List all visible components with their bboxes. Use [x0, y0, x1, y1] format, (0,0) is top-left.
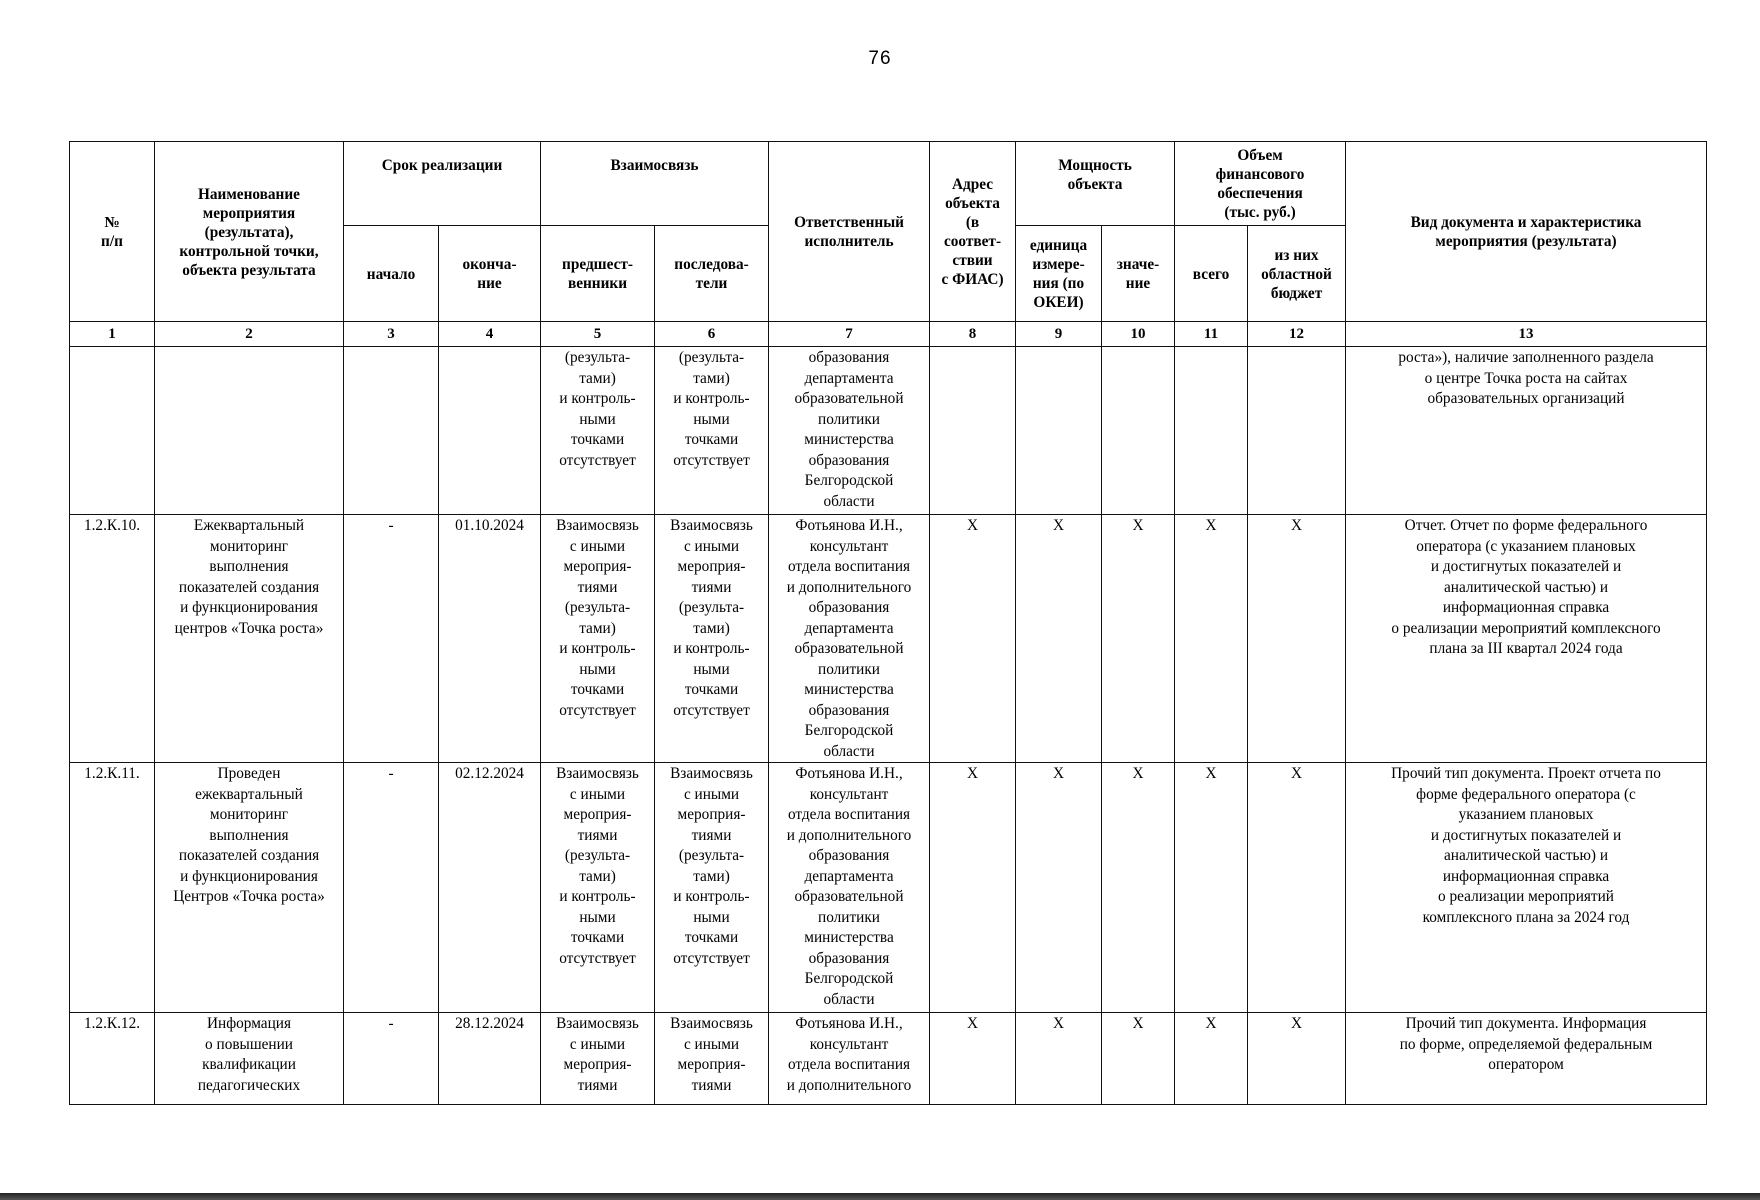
text-line: центров «Точка роста»: [174, 619, 324, 637]
text-line: тами): [693, 867, 730, 885]
text-line: роста»), наличие заполненного раздела: [1398, 349, 1654, 366]
text-line: Центров «Точка роста»: [173, 888, 325, 905]
cell-prev: [541, 1013, 655, 1105]
text-line: точками: [684, 929, 739, 946]
text-line: точками: [684, 431, 739, 448]
text-line: Взаимосвязь: [670, 517, 753, 534]
text-line: обеспечения: [1217, 185, 1303, 202]
text-line: области: [823, 742, 875, 760]
text-line: по форме, определяемой федеральным: [1399, 1035, 1653, 1053]
cell-regional: X: [1248, 515, 1346, 763]
cell-num: 1.2.К.12.: [70, 1013, 155, 1105]
text-line: отсутствует: [673, 451, 750, 469]
cell-next: [655, 763, 769, 1013]
column-number: 12: [1248, 322, 1346, 347]
table-row: [70, 763, 1707, 1013]
text-line: Взаимосвязь: [556, 765, 639, 782]
text-line: образовательной: [794, 640, 904, 657]
text-line: ния (по: [1032, 275, 1085, 292]
header-finance: [1175, 142, 1346, 226]
cell-start: [344, 347, 439, 515]
text-line: тиями: [691, 578, 732, 596]
text-line: объекта: [945, 195, 1000, 212]
text-line: Взаимосвязь: [556, 517, 639, 534]
text-line: информационная справка: [1442, 867, 1610, 885]
text-line: Прочий тип документа. Информация: [1405, 1015, 1647, 1032]
text-line: образования: [808, 701, 890, 719]
text-line: департамента: [804, 619, 894, 637]
text-line: педагогических: [197, 1076, 301, 1094]
text-line: отсутствует: [559, 451, 636, 469]
header-relation: Взаимосвязь: [541, 142, 769, 226]
cell-name: [155, 347, 344, 515]
text-line: с иными: [683, 785, 740, 803]
text-line: образования: [808, 451, 890, 469]
cell-num: 1.2.К.10.: [70, 515, 155, 763]
text-line: Ответственный: [794, 214, 904, 231]
text-line: и дополнительного: [786, 578, 912, 596]
text-line: точками: [570, 681, 625, 698]
text-line: и достигнутых показателей и: [1430, 826, 1622, 844]
text-line: тами): [693, 369, 730, 387]
cell-address: X: [930, 515, 1016, 763]
text-line: форме федерального оператора (с: [1416, 785, 1636, 803]
text-line: и контроль-: [559, 390, 636, 407]
text-line: плана за III квартал 2024 года: [1429, 640, 1623, 657]
text-line: Мощность: [1058, 157, 1132, 174]
text-line: мероприятия: [202, 204, 296, 222]
text-line: п/п: [101, 233, 123, 250]
cell-responsible: [769, 1013, 930, 1105]
text-line: областной: [1261, 265, 1332, 283]
cell-regional: [1248, 347, 1346, 515]
cell-description: [1346, 1013, 1707, 1105]
text-line: ными: [693, 410, 730, 428]
column-number: 13: [1346, 322, 1707, 347]
cell-prev: [541, 763, 655, 1013]
cell-address: X: [930, 1013, 1016, 1105]
text-line: единица: [1029, 237, 1088, 254]
activities-table: [69, 141, 1707, 1105]
text-line: объекта: [1067, 176, 1123, 193]
text-line: мероприя-: [677, 1056, 746, 1073]
text-line: тиями: [577, 578, 618, 596]
column-number: 5: [541, 322, 655, 347]
text-line: оператором: [1488, 1056, 1564, 1073]
text-line: консультант: [809, 537, 889, 555]
column-number: 8: [930, 322, 1016, 347]
table-header: [70, 142, 1707, 347]
header-period: Срок реализации: [344, 142, 541, 226]
text-line: (результа-: [678, 349, 745, 366]
text-line: области: [823, 990, 875, 1008]
text-line: (результа-: [678, 599, 745, 616]
header-address: [930, 142, 1016, 322]
cell-unit: X: [1016, 763, 1102, 1013]
cell-responsible: [769, 347, 930, 515]
text-line: соответ-: [943, 233, 1002, 250]
text-line: оконча-: [462, 256, 517, 273]
text-line: бюджет: [1270, 284, 1323, 302]
text-line: Вид документа и характеристика: [1410, 214, 1642, 231]
header-next: [655, 226, 769, 322]
text-line: отсутствует: [673, 701, 750, 719]
text-line: и контроль-: [559, 888, 636, 905]
text-line: образовательной: [794, 390, 904, 407]
cell-num: 1.2.К.11.: [70, 763, 155, 1013]
text-line: и функционирования: [180, 867, 318, 885]
cell-total: [1175, 347, 1248, 515]
text-line: ние: [477, 275, 502, 292]
cell-start: -: [344, 1013, 439, 1105]
text-line: консультант: [809, 1035, 889, 1053]
text-line: Белгородской: [804, 722, 894, 739]
text-line: ными: [579, 908, 616, 926]
text-line: области: [823, 492, 875, 510]
text-line: департамента: [804, 867, 894, 885]
column-number: 7: [769, 322, 930, 347]
text-line: Взаимосвязь: [670, 1015, 753, 1032]
column-number: 2: [155, 322, 344, 347]
cell-num: [70, 347, 155, 515]
cell-prev: [541, 347, 655, 515]
header-capacity: [1016, 142, 1175, 226]
text-line: выполнения: [209, 826, 289, 844]
text-line: аналитической частью) и: [1444, 847, 1609, 864]
cell-value: [1102, 347, 1175, 515]
text-line: с иными: [683, 1035, 740, 1053]
text-line: министерства: [804, 681, 894, 698]
text-line: министерства: [804, 929, 894, 946]
text-line: ОКЕИ): [1033, 294, 1084, 311]
text-line: Фотьянова И.Н.,: [795, 765, 903, 782]
cell-regional: X: [1248, 1013, 1346, 1105]
text-line: Белгородской: [804, 970, 894, 987]
cell-total: X: [1175, 515, 1248, 763]
text-line: отсутствует: [559, 701, 636, 719]
text-line: точками: [570, 431, 625, 448]
text-line: образовательной: [794, 888, 904, 905]
text-line: и функционирования: [180, 599, 318, 616]
text-line: Объем: [1237, 147, 1283, 164]
text-line: Взаимосвязь: [556, 1015, 639, 1032]
text-line: о реализации мероприятий комплексного: [1391, 619, 1661, 637]
text-line: Проведен: [217, 765, 281, 782]
text-line: Прочий тип документа. Проект отчета по: [1391, 765, 1661, 782]
text-line: Белгородской: [804, 472, 894, 489]
text-line: ными: [693, 660, 730, 678]
text-line: значе-: [1116, 256, 1160, 273]
cell-total: X: [1175, 1013, 1248, 1105]
cell-name: [155, 1013, 344, 1105]
header-value: [1102, 226, 1175, 322]
bottom-border-line: [0, 1193, 1760, 1200]
table-row: [70, 515, 1707, 763]
cell-next: [655, 1013, 769, 1105]
text-line: и контроль-: [673, 888, 750, 905]
text-line: квалификации: [202, 1056, 296, 1073]
text-line: (результата),: [204, 223, 294, 241]
text-line: мероприя-: [563, 806, 632, 823]
text-line: мониторинг: [209, 537, 289, 555]
column-number: 11: [1175, 322, 1248, 347]
text-line: (результа-: [678, 847, 745, 864]
text-line: политики: [818, 410, 880, 428]
text-line: консультант: [809, 785, 889, 803]
text-line: с иными: [569, 537, 626, 555]
text-line: (результа-: [564, 349, 631, 366]
text-line: Информация: [207, 1015, 291, 1032]
text-line: ными: [579, 410, 616, 428]
text-line: Наименование: [198, 185, 300, 203]
text-line: ежеквартальный: [195, 785, 303, 803]
text-line: тели: [695, 275, 728, 292]
cell-end: [439, 347, 541, 515]
text-line: тами): [693, 619, 730, 637]
text-line: аналитической частью) и: [1444, 578, 1609, 596]
text-line: контрольной точки,: [179, 242, 319, 260]
text-line: департамента: [804, 369, 894, 387]
cell-value: X: [1102, 763, 1175, 1013]
text-line: образования: [808, 599, 890, 616]
text-line: измере-: [1032, 256, 1085, 273]
text-line: (результа-: [564, 599, 631, 616]
cell-next: [655, 515, 769, 763]
text-line: комплексного плана за 2024 год: [1422, 908, 1630, 926]
cell-start: -: [344, 763, 439, 1013]
cell-unit: X: [1016, 1013, 1102, 1105]
text-line: мероприятия (результата): [1435, 233, 1617, 250]
text-line: и контроль-: [559, 640, 636, 657]
text-line: о центре Точка роста на сайтах: [1424, 369, 1628, 387]
text-line: мониторинг: [209, 806, 289, 823]
header-start: начало: [344, 226, 439, 322]
text-line: отсутствует: [559, 949, 636, 967]
header-num: [70, 142, 155, 322]
cell-value: X: [1102, 515, 1175, 763]
header-responsible: [769, 142, 930, 322]
text-line: выполнения: [209, 558, 289, 575]
table-row: [70, 347, 1707, 515]
text-line: тиями: [691, 1076, 732, 1094]
text-line: отсутствует: [673, 949, 750, 967]
text-line: отдела воспитания: [787, 806, 911, 823]
header-prev: [541, 226, 655, 322]
text-line: объекта результата: [182, 261, 316, 279]
column-number: 3: [344, 322, 439, 347]
header-regional: [1248, 226, 1346, 322]
text-line: ными: [693, 908, 730, 926]
text-line: №: [104, 214, 120, 231]
text-line: Отчет. Отчет по форме федерального: [1404, 517, 1648, 534]
text-line: мероприя-: [677, 558, 746, 575]
cell-description: [1346, 515, 1707, 763]
column-number: 10: [1102, 322, 1175, 347]
cell-total: X: [1175, 763, 1248, 1013]
text-line: из них: [1274, 246, 1319, 264]
header-doc-type: [1346, 142, 1707, 322]
text-line: ние: [1125, 275, 1151, 292]
header-name: [155, 142, 344, 322]
text-line: с иными: [569, 785, 626, 803]
text-line: показателей создания: [178, 578, 320, 596]
header-end: [439, 226, 541, 322]
text-line: исполнитель: [804, 233, 894, 250]
text-line: ствии: [952, 252, 993, 269]
text-line: тиями: [691, 826, 732, 844]
cell-description: [1346, 347, 1707, 515]
text-line: последова-: [674, 256, 749, 273]
text-line: показателей создания: [178, 847, 320, 864]
text-line: отдела воспитания: [787, 558, 911, 575]
text-line: министерства: [804, 431, 894, 448]
text-line: о реализации мероприятий: [1438, 888, 1614, 905]
text-line: и контроль-: [673, 390, 750, 407]
text-line: мероприя-: [563, 558, 632, 575]
cell-description: [1346, 763, 1707, 1013]
text-line: предшест-: [562, 256, 633, 273]
text-line: оператора (с указанием плановых: [1416, 537, 1636, 555]
text-line: информационная справка: [1442, 599, 1610, 616]
text-line: тами): [579, 619, 616, 637]
text-line: Фотьянова И.Н.,: [795, 517, 903, 534]
cell-start: -: [344, 515, 439, 763]
text-line: Взаимосвязь: [670, 765, 753, 782]
cell-address: X: [930, 763, 1016, 1013]
text-line: образования: [808, 949, 890, 967]
column-number: 4: [439, 322, 541, 347]
page-number: 76: [868, 48, 892, 69]
text-line: мероприя-: [563, 1056, 632, 1073]
text-line: ными: [579, 660, 616, 678]
text-line: политики: [818, 908, 880, 926]
text-line: мероприя-: [677, 806, 746, 823]
cell-next: [655, 347, 769, 515]
text-line: (тыс. руб.): [1224, 204, 1296, 221]
text-line: и дополнительного: [786, 826, 912, 844]
cell-name: [155, 763, 344, 1013]
table-row: [70, 1013, 1707, 1105]
text-line: точками: [570, 929, 625, 946]
cell-responsible: [769, 515, 930, 763]
text-line: образования: [808, 349, 890, 366]
cell-regional: X: [1248, 763, 1346, 1013]
text-line: и дополнительного: [786, 1076, 912, 1094]
text-line: тиями: [577, 826, 618, 844]
cell-prev: [541, 515, 655, 763]
text-line: венники: [567, 275, 628, 292]
text-line: тами): [579, 369, 616, 387]
text-line: образовательных организаций: [1427, 390, 1625, 407]
text-line: Фотьянова И.Н.,: [795, 1015, 903, 1032]
text-line: с ФИАС): [941, 271, 1004, 288]
text-line: точками: [684, 681, 739, 698]
text-line: и контроль-: [673, 640, 750, 657]
text-line: (результа-: [564, 847, 631, 864]
text-line: образования: [808, 847, 890, 864]
cell-address: [930, 347, 1016, 515]
text-line: тами): [579, 867, 616, 885]
cell-end: 28.12.2024: [439, 1013, 541, 1105]
cell-name: [155, 515, 344, 763]
column-number: 9: [1016, 322, 1102, 347]
header-unit: [1016, 226, 1102, 322]
table-body: [70, 347, 1707, 1105]
cell-responsible: [769, 763, 930, 1013]
text-line: политики: [818, 660, 880, 678]
column-number: 1: [70, 322, 155, 347]
header-total: всего: [1175, 226, 1248, 322]
text-line: финансового: [1215, 166, 1305, 183]
cell-unit: [1016, 347, 1102, 515]
column-numbers-row: [70, 322, 1707, 347]
cell-end: 01.10.2024: [439, 515, 541, 763]
text-line: тиями: [577, 1076, 618, 1094]
text-line: отдела воспитания: [787, 1056, 911, 1073]
cell-end: 02.12.2024: [439, 763, 541, 1013]
text-line: Адрес: [951, 176, 994, 193]
text-line: с иными: [569, 1035, 626, 1053]
column-number: 6: [655, 322, 769, 347]
text-line: и достигнутых показателей и: [1430, 558, 1622, 575]
text-line: с иными: [683, 537, 740, 555]
cell-unit: X: [1016, 515, 1102, 763]
cell-value: X: [1102, 1013, 1175, 1105]
text-line: указанием плановых: [1458, 806, 1594, 823]
text-line: Ежеквартальный: [193, 517, 305, 534]
text-line: о повышении: [205, 1035, 293, 1053]
text-line: (в: [965, 214, 980, 231]
